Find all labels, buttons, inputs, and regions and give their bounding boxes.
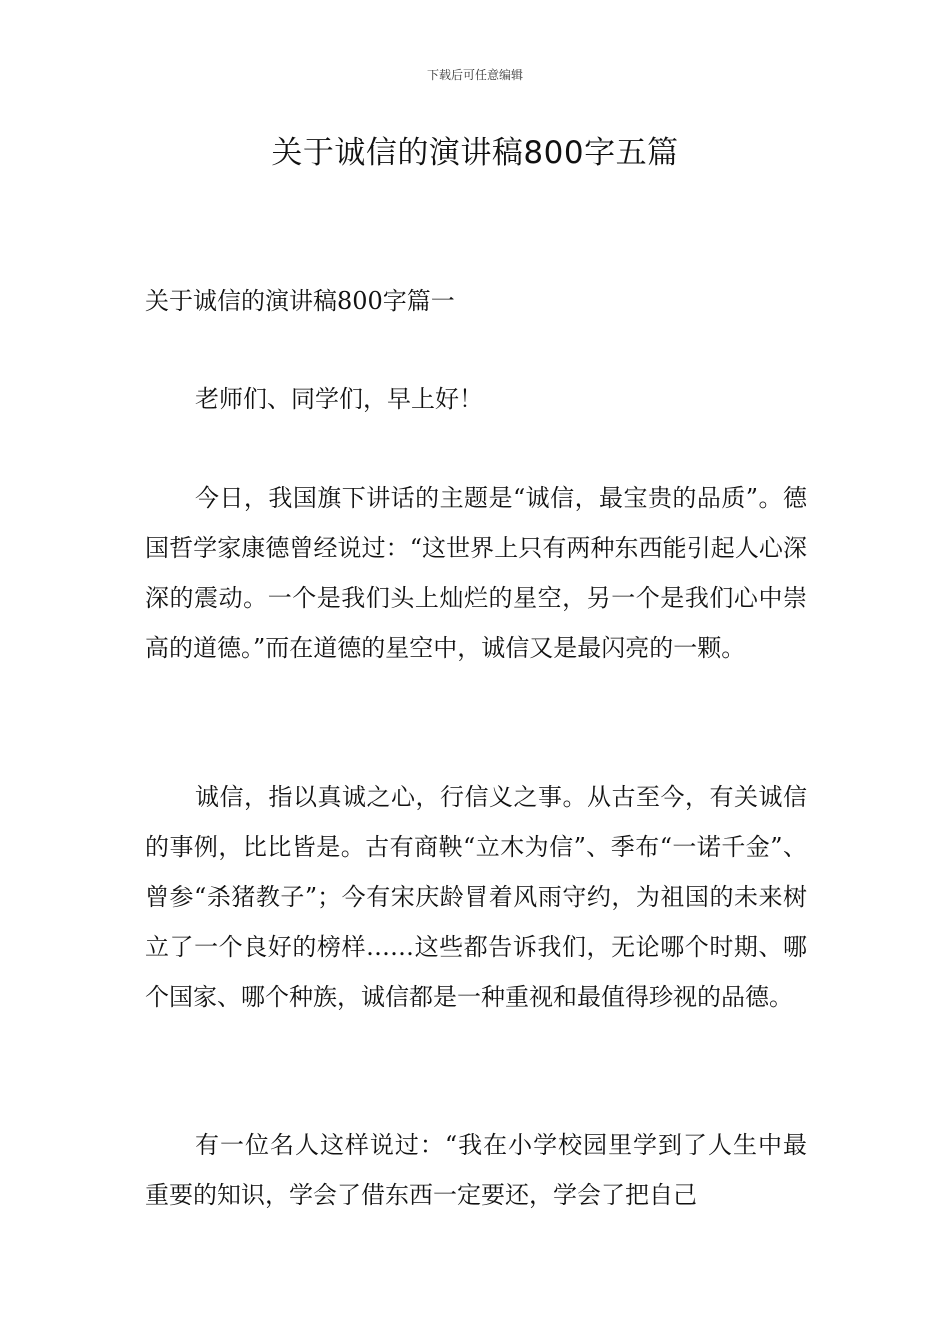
paragraph-2: 诚信，指以真诚之心，行信义之事。从古至今，有关诚信的事例，比比皆是。古有商鞅“立木为信”、季布“一诺千金”、曾参“杀猪教子”；今有宋庆龄冒着风雨守约，为祖国的未来树立了一个良好的榜样……这些都告诉我们，无论哪个时期、哪个国家、哪个种族，诚信都是一种重视和最值得珍视的品德。 <box>145 783 807 1011</box>
section-heading: 关于诚信的演讲稿800字篇一 <box>145 287 455 315</box>
greeting-line: 老师们、同学们，早上好！ <box>195 385 483 413</box>
header-note: 下载后可任意编辑 <box>426 68 523 82</box>
paragraph-3: 有一位名人这样说过：“我在小学校园里学到了人生中最重要的知识，学会了借东西一定要还，学会了把自己 <box>145 1131 807 1209</box>
paragraph-1: 今日，我国旗下讲话的主题是“诚信，最宝贵的品质”。德国哲学家康德曾经说过：“这世界上只有两种东西能引起人心深深的震动。一个是我们头上灿烂的星空，另一个是我们心中崇高的道德。”而在道德的星空中，诚信又是最闪亮的一颗。 <box>145 484 807 662</box>
document-title: 关于诚信的演讲稿800字五篇 <box>271 135 679 171</box>
